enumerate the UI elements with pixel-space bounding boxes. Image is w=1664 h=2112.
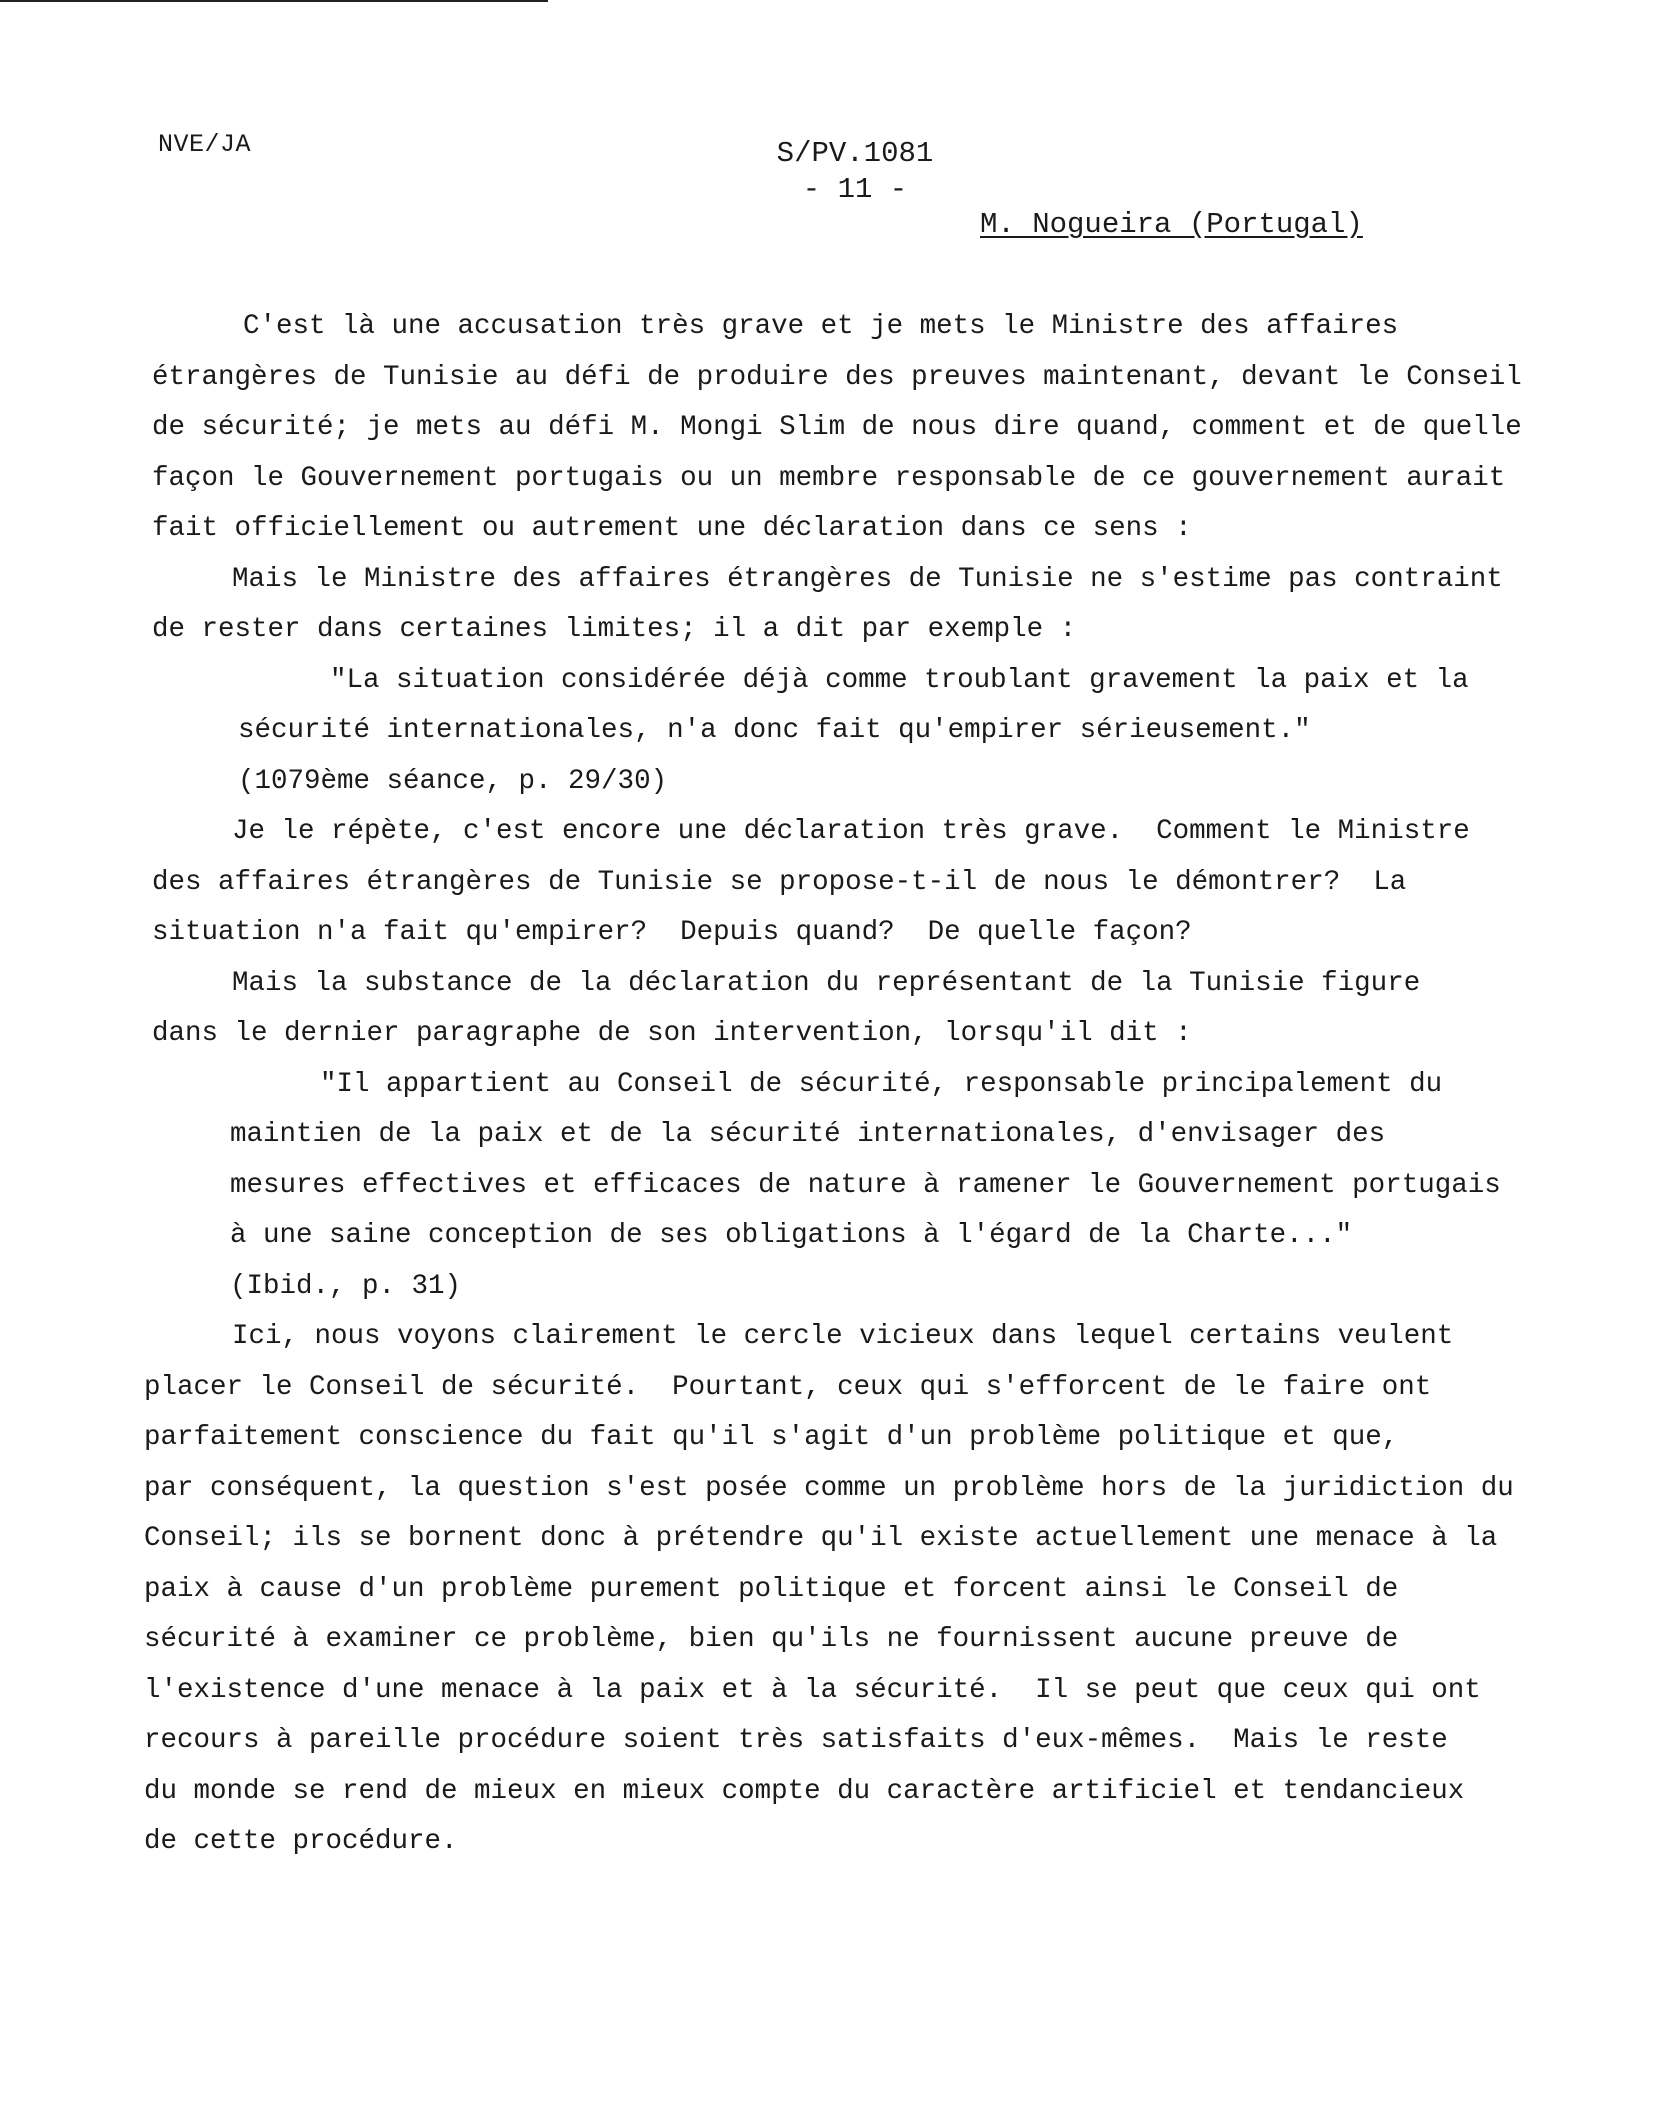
text-line: Mais le Ministre des affaires étrangères de Tunisie ne s'estime pas contraint xyxy=(232,563,1503,595)
text-line: façon le Gouvernement portugais ou un membre responsable de ce gouvernement aurait xyxy=(152,462,1506,494)
quote-line: sécurité internationales, n'a donc fait qu'empirer sérieusement." xyxy=(238,715,1311,746)
text-line: dans le dernier paragraphe de son intervention, lorsqu'il dit : xyxy=(152,1018,1192,1049)
quote-line: "Il appartient au Conseil de sécurité, responsable principalement du xyxy=(320,1068,1443,1100)
text-line: parfaitement conscience du fait qu'il s'agit d'un problème politique et que, xyxy=(144,1422,1399,1453)
text-line: situation n'a fait qu'empirer? Depuis quand? De quelle façon? xyxy=(152,917,1192,948)
quote-line: à une saine conception de ses obligations à l'égard de la Charte..." xyxy=(230,1220,1353,1251)
speaker-name: M. Nogueira (Portugal) xyxy=(980,208,1363,241)
text-line: C'est là une accusation très grave et je mets le Ministre des affaires xyxy=(243,311,1399,342)
citation: (Ibid., p. 31) xyxy=(230,1270,462,1302)
text-line: du monde se rend de mieux en mieux compte du caractère artificiel et tendancieux xyxy=(144,1775,1465,1807)
text-line: Je le répète, c'est encore une déclaration très grave. Comment le Ministre xyxy=(232,816,1470,847)
top-rule xyxy=(0,0,548,2)
quote-line: mesures effectives et efficaces de nature à ramener le Gouvernement portugais xyxy=(230,1169,1501,1201)
text-line: de rester dans certaines limites; il a dit par exemple : xyxy=(152,614,1077,645)
text-line: Ici, nous voyons clairement le cercle vicieux dans lequel certains veulent xyxy=(232,1321,1454,1352)
quote-line: "La situation considérée déjà comme troublant gravement la paix et la xyxy=(330,664,1469,696)
text-line: l'existence d'une menace à la paix et à la sécurité. Il se peut que ceux qui ont xyxy=(144,1674,1481,1706)
citation: (1079ème séance, p. 29/30) xyxy=(238,765,668,797)
text-line: des affaires étrangères de Tunisie se propose-t-il de nous le démontrer? La xyxy=(152,866,1407,898)
document-symbol: S/PV.1081 xyxy=(776,137,934,170)
text-line: de cette procédure. xyxy=(144,1826,458,1857)
text-line: de sécurité; je mets au défi M. Mongi Slim de nous dire quand, comment et de quelle xyxy=(152,412,1522,443)
text-line: par conséquent, la question s'est posée comme un problème hors de la juridiction du xyxy=(144,1472,1514,1504)
text-line: Mais la substance de la déclaration du représentant de la Tunisie figure xyxy=(232,967,1421,999)
text-line: sécurité à examiner ce problème, bien qu'ils ne fournissent aucune preuve de xyxy=(144,1624,1399,1655)
document-header xyxy=(700,136,1010,208)
text-line: placer le Conseil de sécurité. Pourtant, ceux qui s'efforcent de le faire ont xyxy=(144,1371,1432,1403)
reference-initials: NVE/JA xyxy=(158,130,252,159)
text-line: étrangères de Tunisie au défi de produire des preuves maintenant, devant le Conseil xyxy=(152,361,1522,393)
quote-line: maintien de la paix et de la sécurité internationales, d'envisager des xyxy=(230,1119,1386,1150)
body-text xyxy=(144,302,1550,1868)
text-line: fait officiellement ou autrement une déclaration dans ce sens : xyxy=(152,513,1192,544)
text-line: Conseil; ils se bornent donc à prétendre qu'il existe actuellement une menace à la xyxy=(144,1523,1498,1554)
text-line: paix à cause d'un problème purement politique et forcent ainsi le Conseil de xyxy=(144,1573,1399,1605)
text-line: recours à pareille procédure soient très satisfaits d'eux-mêmes. Mais le reste xyxy=(144,1725,1448,1756)
page-number: - 11 - xyxy=(802,173,908,206)
